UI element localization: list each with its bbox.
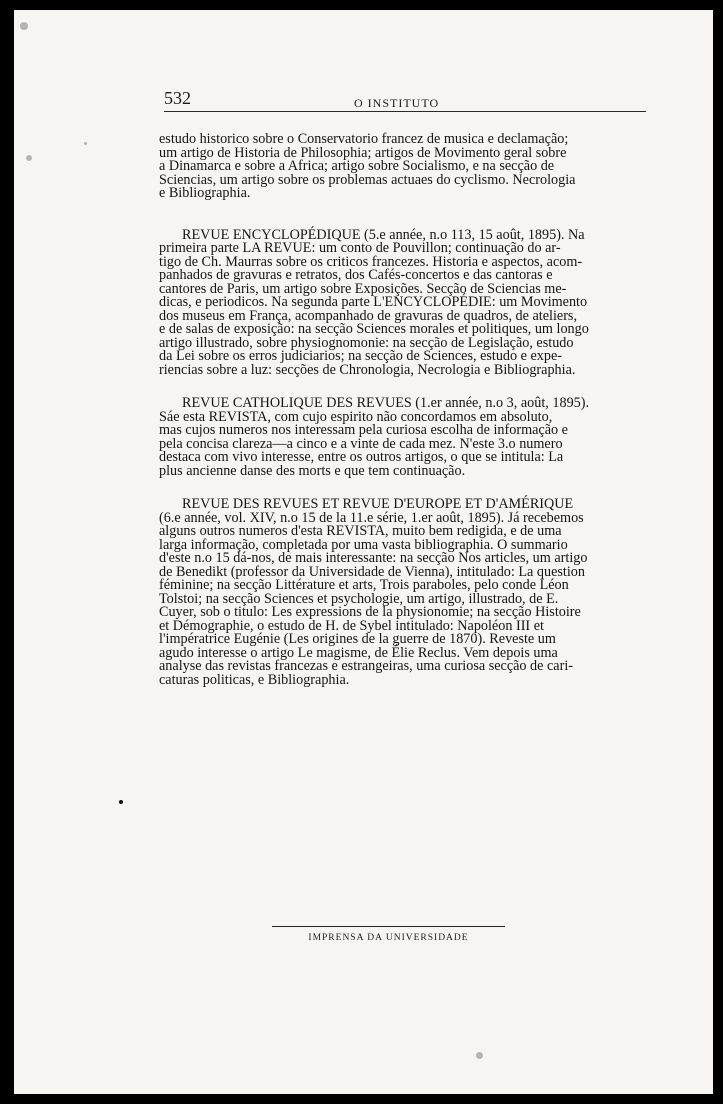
text-line: dos museus em França, acompanhado de gravuras de quadros, de ateliers, (159, 307, 577, 324)
text-line: primeira parte LA REVUE: um conto de Pouvillon; continuação do ar- (159, 240, 561, 256)
text-line: artigo illustrado, sobre physiognomonie: na secção de Legislação, estudo (159, 334, 574, 351)
text-line: Sciencias, um artigo sobre os problemas actuaes do cyclismo. Necrologia (159, 171, 576, 188)
text-line: e de salas de exposição: na secção Sciences morales et politiques, um longo (159, 321, 589, 337)
page-number: 532 (164, 88, 191, 108)
text-line: tigo de Ch. Maurras sobre os criticos francezes. Historia e aspectos, acom- (159, 253, 583, 270)
text-line: REVUE CATHOLIQUE DES REVUES (1.er année, n.o 3, août, 1895). (182, 395, 590, 411)
text-line: caturas politicas, e Bibliographia. (159, 671, 350, 688)
revue-catholique-paragraph (159, 397, 644, 478)
text-line: destaca com vivo interesse, entre os outros artigos, o que se intitula: La (159, 449, 564, 465)
text-line: l'impératrice Eugénie (Les origines de la guerre de 1870). Reveste um (159, 631, 556, 647)
text-line: agudo interesse o artigo Le magisme, de Élie Reclus. Vem depois uma (159, 644, 558, 661)
text-line: estudo historico sobre o Conservatorio francez de musica e declamação; (159, 131, 569, 147)
imprint: IMPRENSA DA UNIVERSIDADE (308, 933, 469, 943)
text-line: alguns outros numeros d'esta REVISTA, muito bem redigida, e de uma (159, 523, 562, 539)
scan-speck (84, 142, 87, 145)
scanned-page (14, 10, 713, 1094)
scan-speck (476, 1052, 483, 1059)
text-line: dicas, e periodicos. Na segunda parte L'ENCYCLOPÉDIE: um Movimento (159, 294, 588, 310)
text-line: Tolstoi; na secção Sciences et psychologie, um artigo, illustrado, de E. (159, 590, 559, 607)
text-line: et Démographie, o estudo de H. de Sybel intitulado: Napoléon III et (159, 617, 544, 634)
text-line: a Dinamarca e sobre a Africa; artigo sobre Socialismo, e na secção de (159, 158, 555, 174)
text-line: da Lei sobre os erros judiciarios; na secção de Sciences, estudo e expe- (159, 348, 563, 364)
continuation-paragraph (159, 133, 644, 201)
text-line: d'este n.o 15 dá-nos, de mais interessante: na secção Nos articles, um artigo (159, 550, 588, 566)
text-line: larga informação, completada por uma vasta bibliographia. O summario (159, 536, 568, 553)
body-text (159, 133, 644, 705)
text-line: Cuyer, sob o titulo: Les expressions de la physionomie; na secção Histoire (159, 604, 581, 620)
text-line: e Bibliographia. (159, 185, 251, 201)
text-line: REVUE ENCYCLOPÉDIQUE (5.e année, n.o 113, 15 août, 1895). Na (182, 226, 585, 243)
text-line: pela concisa clareza—a cinco e a vinte de cada mez. N'este 3.o numero (159, 435, 563, 452)
revue-encyclopedique-paragraph (159, 226, 644, 378)
text-line: analyse das revistas francezas e estrangeiras, uma curiosa secção de cari- (159, 658, 573, 674)
text-line: féminine; na secção Littérature et arts, Trois paraboles, pelo conde Léon (159, 577, 569, 593)
running-title: O INSTITUTO (354, 96, 440, 110)
scan-speck (26, 155, 32, 161)
text-line: mas cujos numeros nos interessam pela curiosa escolha de informação e (159, 422, 568, 438)
text-line: um artigo de Historia de Philosophia; artigos de Movimento geral sobre (159, 144, 567, 161)
text-line: plus ancienne danse des morts e que tem continuação. (159, 462, 466, 479)
footer-rule (272, 926, 505, 927)
text-line: REVUE DES REVUES ET REVUE D'EUROPE ET D'AMÉRIQUE (182, 496, 574, 512)
scan-speck (20, 22, 28, 30)
text-line: Sáe esta REVISTA, com cujo espirito não concordamos em absoluto, (159, 408, 553, 425)
text-line: (6.e année, vol. XIV, n.o 15 de la 11.e série, 1.er août, 1895). Já recebemos (159, 509, 584, 526)
revue-des-revues-paragraph (159, 498, 644, 687)
text-line: de Benedikt (professor da Universidade de Vienna), intitulado: La question (159, 563, 585, 580)
text-line: riencias sobre a luz: secções de Chronologia, Necrologia e Bibliographia. (159, 361, 576, 378)
page-header (164, 80, 654, 110)
text-line: cantores de Paris, um artigo sobre Exposições. Secção de Sciencias me- (159, 280, 567, 297)
text-line: panhados de gravuras e retratos, dos Cafés-concertos e das cantoras e (159, 267, 553, 283)
scan-speck (119, 800, 123, 804)
header-rule (164, 111, 646, 112)
